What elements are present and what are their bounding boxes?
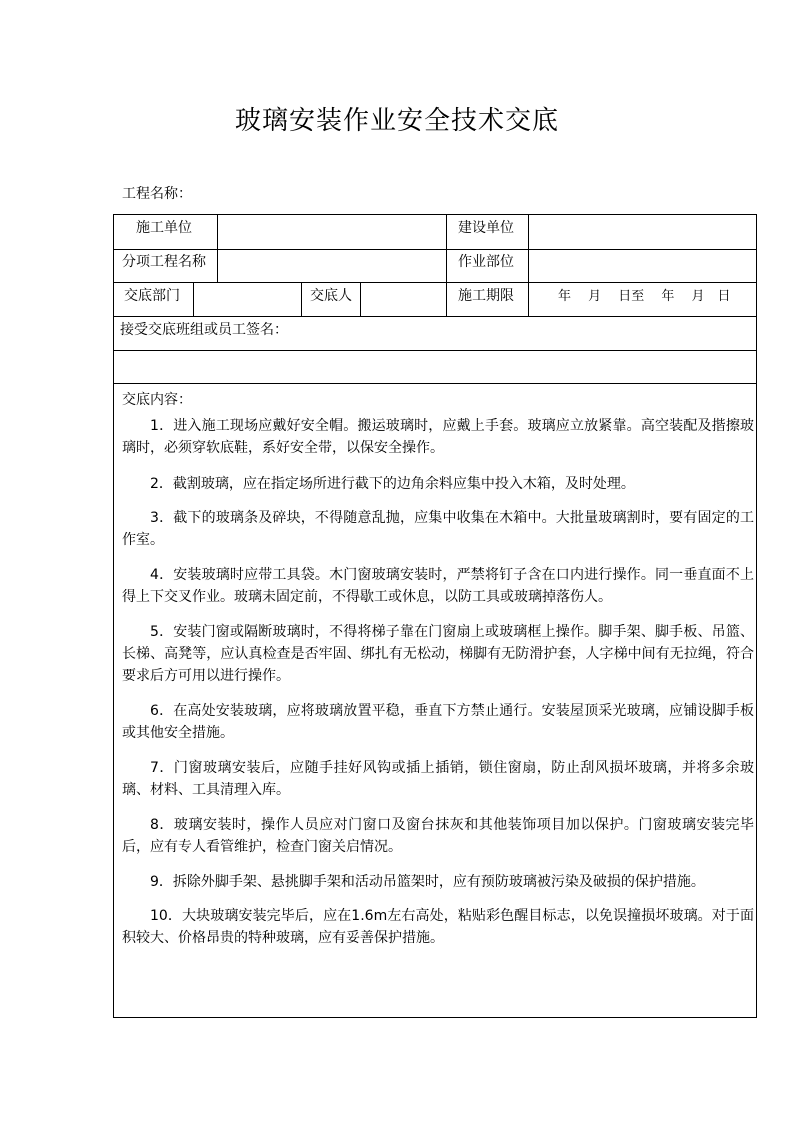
col-divider <box>360 282 361 316</box>
row-divider <box>114 350 756 351</box>
construction-unit-label: 施工单位 <box>136 220 192 236</box>
signature-label: 接受交底班组或员工签名： <box>120 322 288 338</box>
content-item: 5．安装门窗或隔断玻璃时，不得将梯子靠在门窗扇上或玻璃框上操作。脚手架、脚手板、吊篮、长梯、高凳等，应认真检查是否牢固、绑扎有无松动，梯脚有无防滑护套，人字梯中间有无拉绳，符合要求后方可用以进行操作。 <box>122 624 754 684</box>
col-divider <box>193 282 194 316</box>
content-item: 4．安装玻璃时应带工具袋。木门窗玻璃安装时，严禁将钉子含在口内进行操作。同一垂直面不上得上下交叉作业。玻璃未固定前，不得歇工或休息，以防工具或玻璃掉落伤人。 <box>122 567 754 605</box>
owner-unit-label: 建设单位 <box>458 220 514 236</box>
col-divider <box>446 215 447 316</box>
content-item: 10．大块玻璃安装完毕后，应在1.6m左右高处，粘贴彩色醒目标志，以免误撞损坏玻璃。对于面积较大、价格昂贵的特种玻璃，应有妥善保护措施。 <box>122 908 754 946</box>
content-item: 6．在高处安装玻璃，应将玻璃放置平稳，垂直下方禁止通行。安装屋顶采光玻璃，应铺设脚手板或其他安全措施。 <box>122 703 754 741</box>
content-item: 8．玻璃安装时，操作人员应对门窗口及窗台抹灰和其他装饰项目加以保护。门窗玻璃安装完毕后，应有专人看管维护，检查门窗关启情况。 <box>122 817 754 855</box>
work-location-label: 作业部位 <box>458 254 514 270</box>
content-item: 7．门窗玻璃安装后，应随手挂好风钩或插上插销，锁住窗扇，防止刮风损坏玻璃，并将多余玻璃、材料、工具清理入库。 <box>122 760 754 798</box>
briefing-table <box>113 214 757 1018</box>
construction-period-value: 年 月 日至 年 月 日 <box>558 289 731 304</box>
content-item: 2．截割玻璃，应在指定场所进行截下的边角余料应集中投入木箱，及时处理。 <box>150 476 635 492</box>
construction-period-label: 施工期限 <box>458 288 514 304</box>
row-divider <box>114 249 756 250</box>
project-name-label: 工程名称： <box>122 186 192 202</box>
col-divider <box>528 215 529 316</box>
row-divider <box>114 316 756 317</box>
content-item: 3．截下的玻璃条及碎块，不得随意乱抛，应集中收集在木箱中。大批量玻璃割时，要有固定的工作室。 <box>122 510 754 548</box>
sub-project-label: 分项工程名称 <box>122 254 206 270</box>
briefer-label: 交底人 <box>310 288 352 304</box>
content-item: 9．拆除外脚手架、悬挑脚手架和活动吊篮架时，应有预防玻璃被污染及破损的保护措施。 <box>150 874 705 890</box>
col-divider <box>301 282 302 316</box>
briefing-dept-label: 交底部门 <box>124 288 180 304</box>
content-heading: 交底内容： <box>122 392 192 408</box>
document-title: 玻璃安装作业安全技术交底 <box>234 106 559 136</box>
row-divider <box>114 383 756 384</box>
col-divider <box>217 215 218 282</box>
content-item: 1．进入施工现场应戴好安全帽。搬运玻璃时，应戴上手套。玻璃应立放紧靠。高空装配及揩擦玻璃时，必须穿软底鞋，系好安全带，以保安全操作。 <box>122 418 754 456</box>
row-divider <box>114 282 756 283</box>
